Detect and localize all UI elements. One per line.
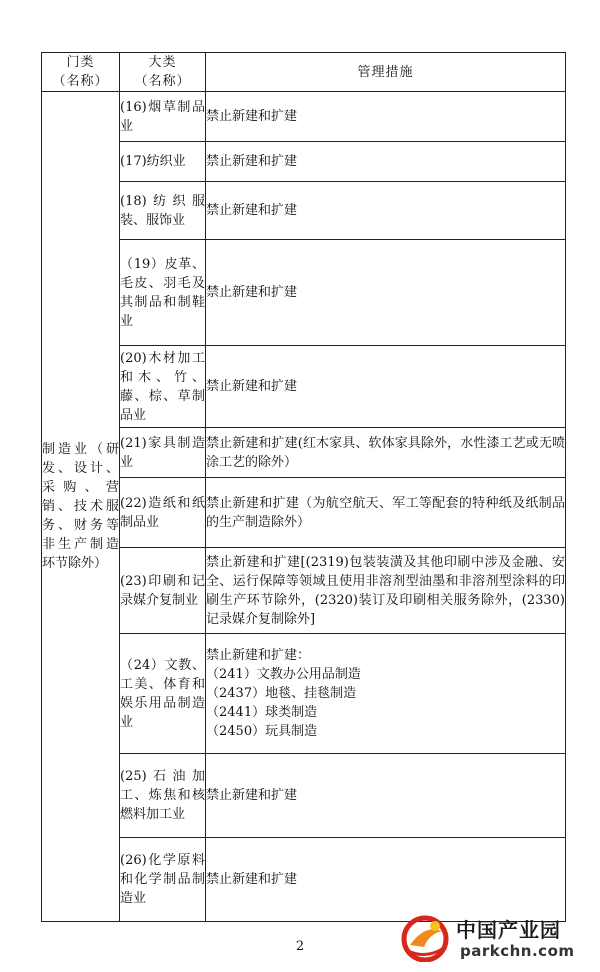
header-major-category: 大类 （名称） — [120, 53, 206, 92]
park-logo-icon — [400, 914, 450, 962]
table-row — [42, 634, 566, 754]
table-row — [42, 142, 566, 182]
watermark-logo — [400, 912, 592, 964]
header-management-measures: 管理措施 — [206, 53, 566, 92]
measures-cell: 禁止新建和扩建 — [206, 838, 566, 922]
table-row — [42, 838, 566, 922]
category-cell: (18)纺织服装、服饰业 — [120, 182, 206, 240]
watermark-name: 中国产业园 — [456, 918, 561, 942]
measures-cell: 禁止新建和扩建 — [206, 240, 566, 346]
watermark-url: parkchn.com — [460, 942, 575, 960]
measures-cell: 禁止新建和扩建： （241）文教办公用品制造 （2437）地毯、挂毯制造 （2441）球类制造 （2450）玩具制造 — [206, 634, 566, 754]
measures-cell: 禁止新建和扩建 — [206, 182, 566, 240]
measures-cell: 禁止新建和扩建(红木家具、软体家具除外，水性漆工艺或无喷涂工艺的除外） — [206, 428, 566, 478]
header-door-category: 门类 （名称） — [42, 53, 120, 92]
page-number: 2 — [295, 939, 305, 954]
category-cell: （24）文教、工美、体育和娱乐用品制造业 — [120, 634, 206, 754]
measures-cell: 禁止新建和扩建 — [206, 346, 566, 428]
measures-cell: 禁止新建和扩建 — [206, 754, 566, 838]
category-cell: (22)造纸和纸制品业 — [120, 478, 206, 548]
measures-cell: 禁止新建和扩建 — [206, 142, 566, 182]
table-header-row — [42, 53, 566, 92]
table-row — [42, 240, 566, 346]
table-row — [42, 478, 566, 548]
category-cell: (17)纺织业 — [120, 142, 206, 182]
category-cell: (23)印刷和记录媒介复制业 — [120, 548, 206, 634]
table-row — [42, 346, 566, 428]
category-cell: (26)化学原料和化学制品制造业 — [120, 838, 206, 922]
table-row — [42, 754, 566, 838]
table-row — [42, 428, 566, 478]
category-cell: (16)烟草制品业 — [120, 92, 206, 142]
measures-cell: 禁止新建和扩建（为航空航天、军工等配套的特种纸及纸制品的生产制造除外） — [206, 478, 566, 548]
category-cell: （19）皮革、毛皮、羽毛及其制品和制鞋业 — [120, 240, 206, 346]
measures-cell: 禁止新建和扩建 — [206, 92, 566, 142]
table-row — [42, 182, 566, 240]
measures-cell: 禁止新建和扩建[(2319)包装装潢及其他印刷中涉及金融、安全、运行保障等领域且使用非溶剂型油墨和非溶剂型涂料的印刷生产环节除外，(2320)装订及印刷相关服务除外，(2330)记录媒介复制除外] — [206, 548, 566, 634]
table-row — [42, 548, 566, 634]
door-category-cell: 制造业（研发、设计、采购、营销、技术服务、财务等非生产制造环节除外） — [42, 92, 120, 922]
category-cell: (20)木材加工和木、竹、藤、棕、草制品业 — [120, 346, 206, 428]
table-row — [42, 92, 566, 142]
category-cell: (25)石油加工、炼焦和核燃料加工业 — [120, 754, 206, 838]
regulation-table — [41, 52, 566, 922]
category-cell: (21)家具制造业 — [120, 428, 206, 478]
